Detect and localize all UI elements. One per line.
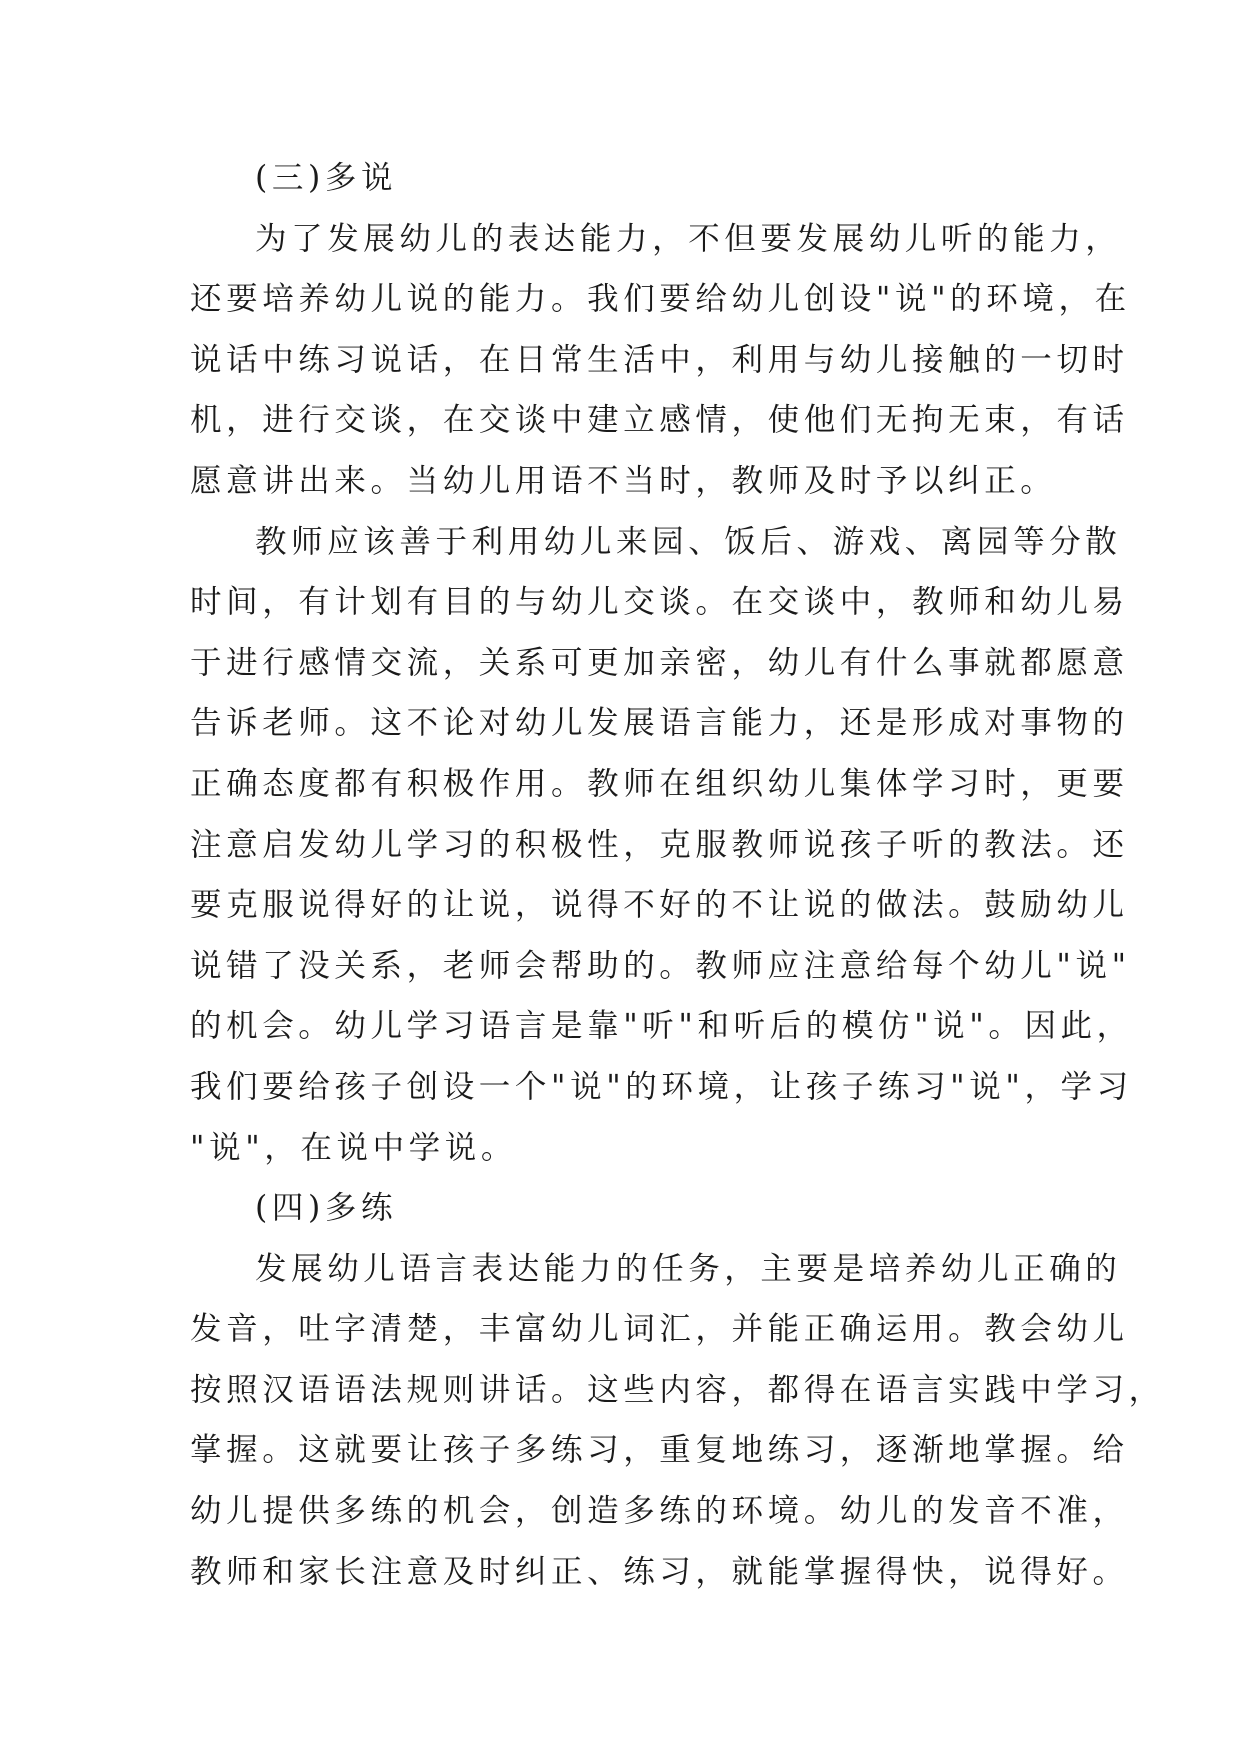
paragraph-line: 愿意讲出来。当幼儿用语不当时，教师及时予以纠正。: [190, 462, 1057, 499]
paragraph-line: 为了发展幼儿的表达能力，不但要发展幼儿听的能力，: [255, 220, 1122, 257]
paragraph-line: 说错了没关系，老师会帮助的。教师应注意给每个幼儿"说": [190, 947, 1131, 984]
paragraph-line: 掌握。这就要让孩子多练习，重复地练习，逐渐地掌握。给: [190, 1432, 1129, 1469]
paragraph-line: 要克服说得好的让说，说得不好的不让说的做法。鼓励幼儿: [190, 887, 1129, 924]
paragraph-3: [190, 1239, 1165, 1603]
paragraph-line: 于进行感情交流，关系可更加亲密，幼儿有什么事就都愿意: [190, 644, 1129, 681]
paragraph-line: 正确态度都有积极作用。教师在组织幼儿集体学习时，更要: [190, 765, 1129, 802]
paragraph-line: 按照汉语语法规则讲话。这些内容，都得在语言实践中学习，: [190, 1371, 1165, 1408]
paragraph-line: 注意启发幼儿学习的积极性，克服教师说孩子听的教法。还: [190, 826, 1129, 863]
paragraph-1: [190, 209, 1131, 512]
paragraph-line: 幼儿提供多练的机会，创造多练的环境。幼儿的发音不准，: [190, 1493, 1129, 1530]
paragraph-line: 教师应该善于利用幼儿来园、饭后、游戏、离园等分散: [255, 523, 1122, 560]
paragraph-line: 机，进行交谈，在交谈中建立感情，使他们无拘无束，有话: [190, 402, 1129, 439]
paragraph-2: [190, 512, 1133, 1179]
paragraph-line: 还要培养幼儿说的能力。我们要给幼儿创设"说"的环境，在: [190, 281, 1131, 318]
section-heading-3: (三)多说: [255, 160, 398, 196]
paragraph-line: 发展幼儿语言表达能力的任务，主要是培养幼儿正确的: [255, 1250, 1122, 1287]
paragraph-line: 教师和家长注意及时纠正、练习，就能掌握得快，说得好。: [190, 1553, 1129, 1590]
section-heading-4: (四)多练: [255, 1190, 398, 1227]
paragraph-line: 我们要给孩子创设一个"说"的环境，让孩子练习"说"，学习: [190, 1068, 1133, 1105]
paragraph-line: 的机会。幼儿学习语言是靠"听"和听后的模仿"说"。因此，: [190, 1008, 1133, 1045]
document-body: [190, 148, 1165, 1602]
paragraph-line: 告诉老师。这不论对幼儿发展语言能力，还是形成对事物的: [190, 705, 1129, 742]
paragraph-line: 说话中练习说话，在日常生活中，利用与幼儿接触的一切时: [190, 341, 1129, 378]
paragraph-line: 时间，有计划有目的与幼儿交谈。在交谈中，教师和幼儿易: [190, 584, 1129, 621]
paragraph-line: 发音，吐字清楚，丰富幼儿词汇，并能正确运用。教会幼儿: [190, 1311, 1129, 1348]
paragraph-line: "说"，在说中学说。: [190, 1129, 517, 1166]
